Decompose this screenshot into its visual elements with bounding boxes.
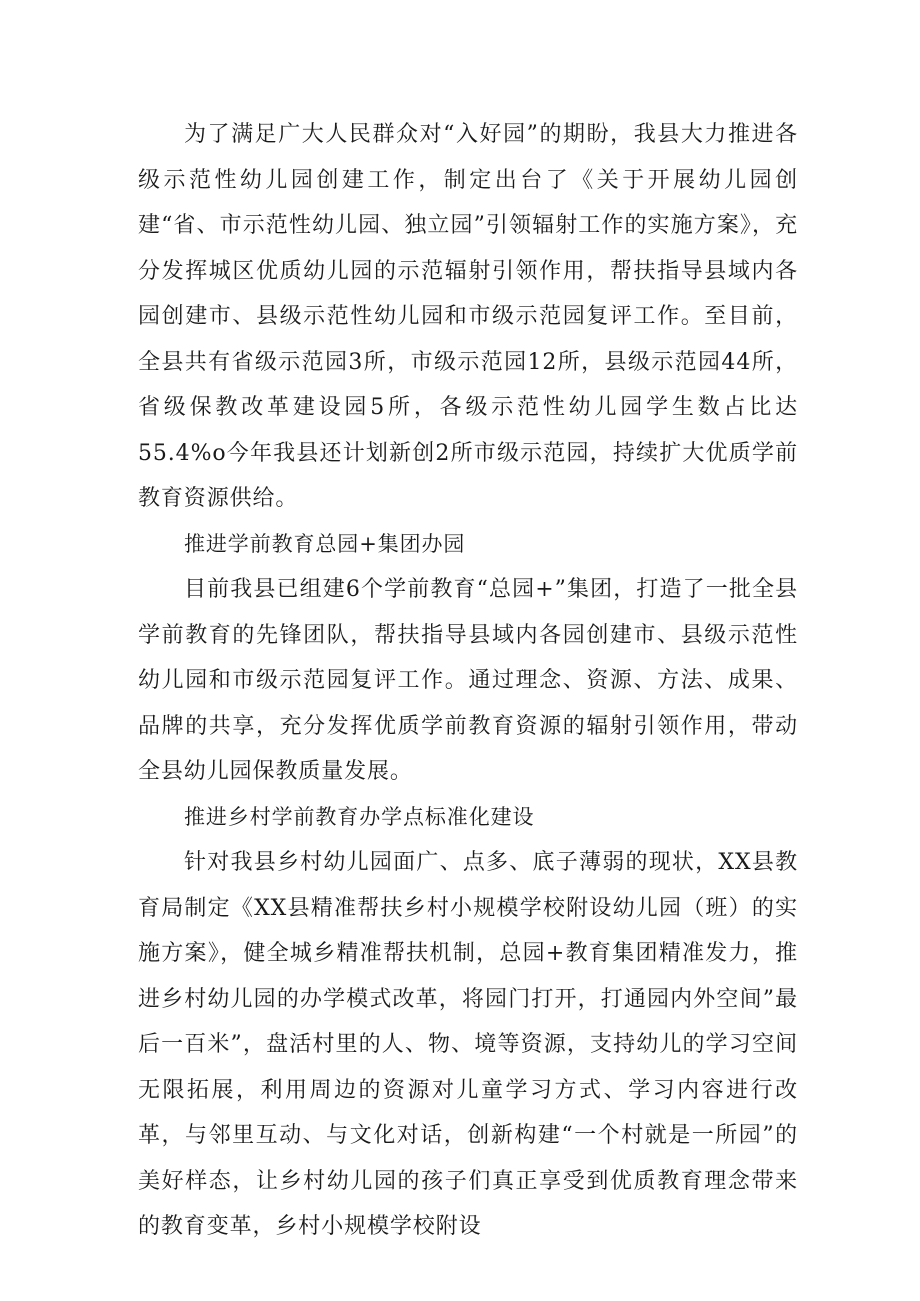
paragraph-group-kindergartens: 目前我县已组建6个学前教育“总园+”集团，打造了一批全县学前教育的先锋团队，帮扶指导县域内各园创建市、县级示范性幼儿园和市级示范园复评工作。通过理念、资源、方法、成果、品牌的共享，充分发挥优质学前教育资源的辐射引领作用，带动全县幼儿园保教质量发展。 [138, 577, 798, 784]
section-heading-group-kindergartens: 推进学前教育总园+集团办园 [184, 531, 466, 556]
paragraph-rural-kindergartens: 针对我县乡村幼儿园面广、点多、底子薄弱的现状，XX县教育局制定《XX县精准帮扶乡村小规模学校附设幼儿园（班）的实施方案》，健全城乡精准帮扶机制，总园+教育集团精准发力，推进乡村幼儿园的办学模式改革，将园门打开，打通园内外空间”最后一百米”，盘活村里的人、物、境等资源，支持幼儿的学习空间无限拓展，利用周边的资源对儿童学习方式、学习内容进行改革，与邻里互动、与文化对话，创新构建“一个村就是一所园”的美好样态，让乡村幼儿园的孩子们真正享受到优质教育理念带来的教育变革，乡村小规模学校附设 [138, 850, 798, 1239]
section-heading-rural-standardization: 推进乡村学前教育办学点标准化建设 [184, 804, 535, 829]
paragraph-model-kindergartens: 为了满足广大人民群众对“入好园”的期盼，我县大力推进各级示范性幼儿园创建工作，制定出台了《关于开展幼儿园创建“省、市示范性幼儿园、独立园”引领辐射工作的实施方案》，充分发挥城区优质幼儿园的示范辐射引领作用，帮扶指导县域内各园创建市、县级示范性幼儿园和市级示范园复评工作。至目前，全县共有省级示范园3所，市级示范园12所，县级示范园44所，省级保教改革建设园5所，各级示范性幼儿园学生数占比达55.4%o今年我县还计划新创2所市级示范园，持续扩大优质学前教育资源供给。 [138, 122, 798, 511]
document-body [138, 112, 798, 1250]
